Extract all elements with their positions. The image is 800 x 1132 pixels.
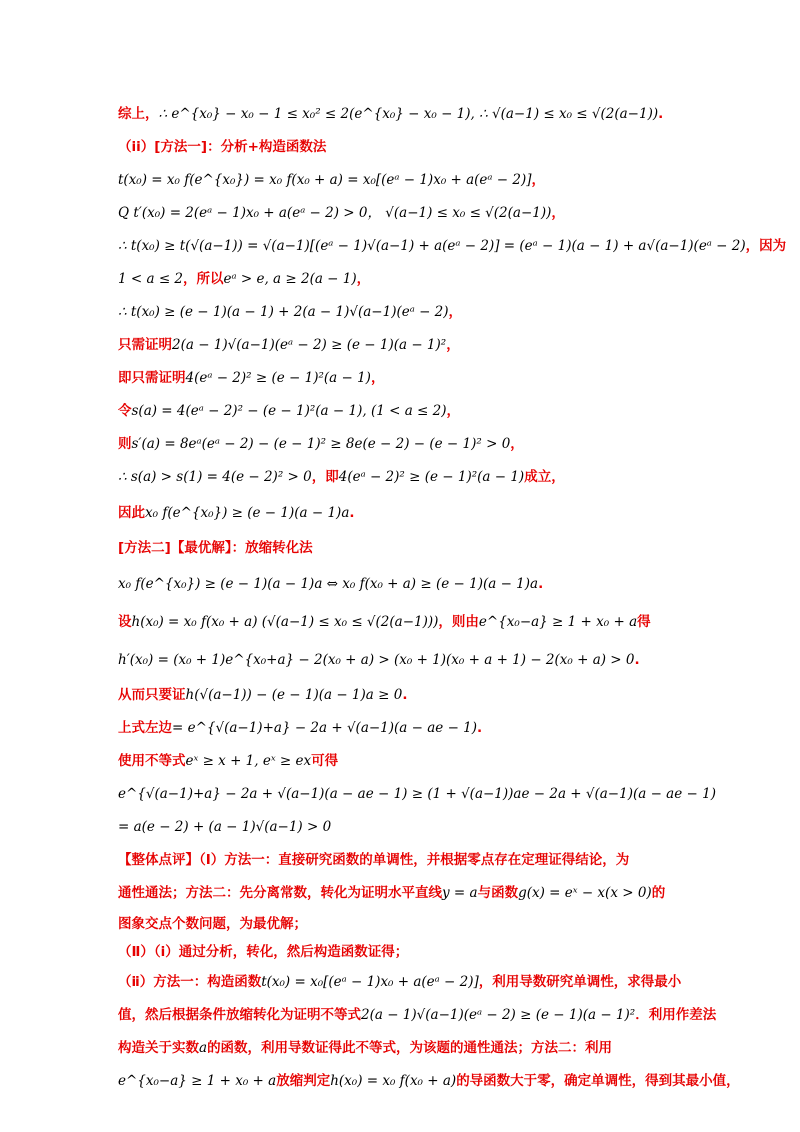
solution-line — [118, 131, 678, 164]
chinese-text: 的函数，利用导数证得此不等式，为该题的通性通法；方法二：利用 — [207, 1040, 613, 1056]
solution-line — [118, 164, 678, 197]
solution-line — [118, 197, 678, 230]
chinese-text: . — [477, 720, 483, 736]
math-expression: ∴ s(a) > s(1) = 4(e − 2)² > 0 — [118, 469, 312, 485]
math-expression: eˣ ≥ x + 1, eˣ ≥ ex — [185, 753, 312, 769]
math-expression: t(x₀) = x₀[(eᵃ − 1)x₀ + a(eᵃ − 2)] — [261, 974, 479, 990]
chinese-text: ．利用作差法 — [635, 1007, 717, 1023]
chinese-text: ， — [551, 205, 565, 221]
math-expression: = e^{√(a−1)+a} − 2a + √(a−1)(a − ae − 1) — [172, 720, 478, 736]
chinese-text: 的导函数大于零，确定单调性，得到其最小值， — [456, 1073, 740, 1089]
chinese-text: 成立， — [524, 469, 565, 485]
chinese-text: ， — [446, 403, 460, 419]
solution-line — [118, 1065, 740, 1098]
chinese-text: ，所以 — [183, 271, 224, 287]
chinese-text: 综上， — [118, 106, 159, 122]
math-expression: eᵃ > e, a ≥ 2(a − 1) — [223, 271, 357, 287]
chinese-text: 得 — [637, 614, 651, 630]
chinese-text: 上式左边 — [118, 720, 172, 736]
chinese-text: 设 — [118, 614, 132, 630]
solution-line — [118, 1032, 678, 1065]
chinese-text: ， — [370, 370, 385, 386]
chinese-text: . — [658, 106, 664, 122]
solution-line — [118, 745, 678, 778]
chinese-text: 令 — [118, 403, 132, 419]
chinese-text: . — [402, 687, 408, 703]
math-expression: s′(a) = 8eᵃ(eᵃ − 2) − (e − 1)² ≥ 8e(e − 2) − (e − 1)² > 0 — [131, 436, 511, 452]
chinese-text: 图象交点个数问题，为最优解； — [118, 916, 307, 932]
chinese-text: ， — [510, 436, 524, 452]
solution-line — [118, 938, 678, 966]
solution-line — [118, 98, 678, 131]
math-expression: x₀ f(e^{x₀}) ≥ (e − 1)(a − 1)a — [145, 505, 350, 521]
math-expression: 4(eᵃ − 2)² ≥ (e − 1)²(a − 1) — [338, 469, 525, 485]
math-expression: 2(a − 1)√(a−1)(eᵃ − 2) ≥ (e − 1)(a − 1)² — [172, 337, 447, 353]
math-expression: e^{x₀−a} ≥ 1 + x₀ + a — [478, 614, 638, 630]
chinese-text: （ii）[方法一]：分析+构造函数法 — [118, 139, 327, 155]
math-expression: h(x₀) = x₀ f(x₀ + a) — [330, 1073, 457, 1089]
chinese-text: ， — [531, 172, 546, 188]
solution-line — [118, 778, 716, 811]
math-expression: e^{√(a−1)+a} − 2a + √(a−1)(a − ae − 1) ≥ (1 + √(a−1))ae − 2a + √(a−1)(a − ae − 1) — [118, 786, 716, 802]
math-expression: x₀ f(e^{x₀}) ≥ (e − 1)(a − 1)a ⇔ x₀ f(x₀ + a) ≥ (e − 1)(a − 1)a — [118, 576, 539, 592]
math-expression: e^{x₀−a} ≥ 1 + x₀ + a — [118, 1073, 277, 1089]
chinese-text: 值，然后根据条件放缩转化为证明不等式 — [118, 1007, 361, 1023]
math-expression: t(x₀) = x₀ f(e^{x₀}) = x₀ f(x₀ + a) = x₀[(eᵃ − 1)x₀ + a(eᵃ − 2)] — [118, 172, 532, 188]
chinese-text: ，利用导数研究单调性，求得最小 — [478, 974, 682, 990]
chinese-text: （ⅱ）方法一：构造函数 — [118, 974, 262, 990]
solution-line — [118, 811, 678, 844]
chinese-text: ，即 — [311, 469, 339, 485]
chinese-text: 从而只要证 — [118, 687, 186, 703]
solution-line — [118, 263, 678, 296]
math-expression: a — [199, 1040, 208, 1056]
solution-line — [118, 877, 678, 910]
chinese-text: 构造关于实数 — [118, 1040, 199, 1056]
math-expression: h′(x₀) = (x₀ + 1)e^{x₀+a} − 2(x₀ + a) > (x₀ + 1)(x₀ + a + 1) − 2(x₀ + a) > 0 — [118, 652, 635, 668]
chinese-text: . — [538, 576, 544, 592]
chinese-text: （Ⅱ）（ⅰ）通过分析，转化，然后构造函数证得； — [118, 944, 409, 960]
solution-line — [118, 428, 678, 461]
solution-line — [118, 679, 678, 712]
solution-line — [118, 712, 678, 745]
solution-line — [118, 362, 678, 395]
chinese-text: ，则由 — [438, 614, 479, 630]
math-expression: h(√(a−1)) − (e − 1)(a − 1)a ≥ 0 — [185, 687, 403, 703]
solution-line — [118, 844, 678, 877]
math-expression: ∴ e^{x₀} − x₀ − 1 ≤ x₀² ≤ 2(e^{x₀} − x₀ − 1), ∴ √(a−1) ≤ x₀ ≤ √(2(a−1)) — [158, 106, 659, 122]
solution-line — [118, 329, 678, 362]
chinese-text: ， — [356, 271, 371, 287]
solution-document — [118, 98, 787, 1098]
math-expression: ∴ t(x₀) ≥ t(√(a−1)) = √(a−1)[(eᵃ − 1)√(a−1) + a(eᵃ − 2)] = (eᵃ − 1)(a − 1) + a√(a−1)(eᵃ − 2) — [118, 238, 746, 254]
math-expression: ∴ t(x₀) ≥ (e − 1)(a − 1) + 2(a − 1)√(a−1)(eᵃ − 2) — [118, 304, 449, 320]
solution-line — [118, 603, 678, 641]
solution-line — [118, 565, 678, 603]
math-expression: 2(a − 1)√(a−1)(eᵃ − 2) ≥ (e − 1)(a − 1)² — [361, 1007, 636, 1023]
chinese-text: ，因为 — [745, 238, 787, 254]
solution-line — [118, 230, 787, 263]
solution-line — [118, 296, 678, 329]
chinese-text: 使用不等式 — [118, 753, 186, 769]
chinese-text: 则 — [118, 436, 132, 452]
chinese-text: 【整体点评】（Ⅰ）方法一：直接研究函数的单调性，并根据零点存在定理证得结论，为 — [118, 852, 630, 868]
math-expression: 4(eᵃ − 2)² ≥ (e − 1)²(a − 1) — [185, 370, 371, 386]
solution-line — [118, 999, 717, 1032]
chinese-text: 即只需证明 — [118, 370, 186, 386]
chinese-text: [方法二]【最优解】：放缩转化法 — [118, 540, 313, 556]
chinese-text: 可得 — [311, 753, 339, 769]
math-expression: = a(e − 2) + (a − 1)√(a−1) > 0 — [118, 819, 332, 835]
chinese-text: 的 — [651, 885, 666, 901]
math-expression: y = a — [442, 885, 478, 901]
solution-line — [118, 494, 678, 532]
solution-line — [118, 966, 682, 999]
chinese-text: ， — [446, 337, 460, 353]
math-expression: h(x₀) = x₀ f(x₀ + a) (√(a−1) ≤ x₀ ≤ √(2(a−1))) — [131, 614, 439, 630]
math-expression: Q t′(x₀) = 2(eᵃ − 1)x₀ + a(eᵃ − 2) > 0， √(a−1) ≤ x₀ ≤ √(2(a−1)) — [118, 205, 552, 221]
math-expression: 1 < a ≤ 2 — [118, 271, 184, 287]
math-expression: g(x) = eˣ − x(x > 0) — [518, 885, 652, 901]
chinese-text: 与函数 — [477, 885, 519, 901]
solution-line — [118, 641, 678, 679]
chinese-text: 只需证明 — [118, 337, 172, 353]
chinese-text: 因此 — [118, 505, 145, 521]
solution-line — [118, 532, 678, 565]
chinese-text: 通性通法；方法二：先分离常数，转化为证明水平直线 — [118, 885, 442, 901]
chinese-text: 放缩判定 — [276, 1073, 331, 1089]
solution-line — [118, 461, 678, 494]
solution-line — [118, 910, 678, 938]
chinese-text: . — [349, 505, 355, 521]
chinese-text: . — [634, 652, 640, 668]
solution-line — [118, 395, 678, 428]
chinese-text: ， — [448, 304, 463, 320]
math-expression: s(a) = 4(eᵃ − 2)² − (e − 1)²(a − 1), (1 < a ≤ 2) — [131, 403, 447, 419]
